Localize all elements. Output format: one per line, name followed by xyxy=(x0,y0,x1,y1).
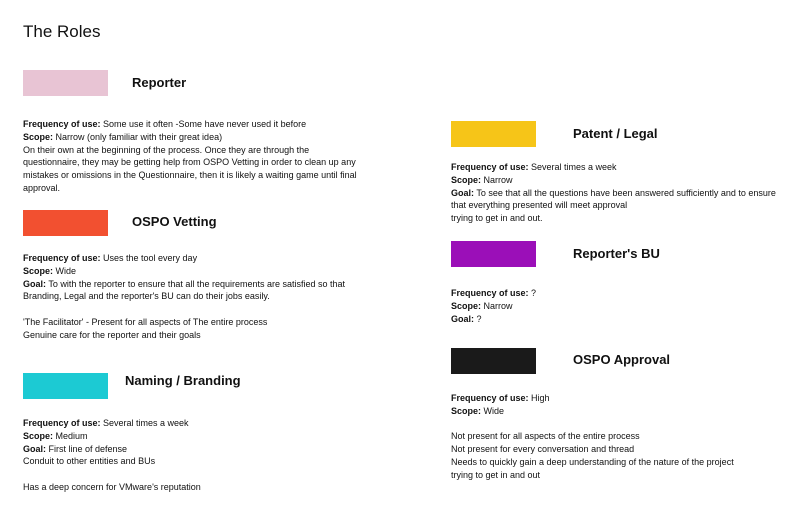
freq-value: Several times a week xyxy=(100,418,189,428)
note-line: mistakes or omissions in the Questionnaire, then it is likely a waiting game until final xyxy=(23,170,357,181)
freq-label: Frequency of use: xyxy=(23,119,101,129)
scope-label: Scope: xyxy=(23,430,54,441)
page-title: The Roles xyxy=(23,22,101,41)
scope-value: Narrow (only familiar with their great idea) xyxy=(53,131,223,142)
naming-branding-heading: Naming / Branding xyxy=(125,373,241,388)
note-line: Genuine care for the reporter and their goals xyxy=(23,329,201,340)
goal-label: Goal: xyxy=(451,187,475,198)
note-line: questionnaire, they may be getting help from OSPO Vetting in order to clean up any xyxy=(23,157,356,168)
ospo-vetting-color-swatch xyxy=(23,210,108,236)
scope-value: Wide xyxy=(481,405,505,416)
freq-value: Several times a week xyxy=(528,162,617,172)
patent-legal-color-swatch xyxy=(451,121,536,147)
goal-continuation: that everything presented will meet approval xyxy=(451,200,628,211)
freq-value: ? xyxy=(528,288,537,298)
reporters-bu-color-swatch xyxy=(451,241,536,267)
scope-label: Scope: xyxy=(23,265,54,276)
ospo-vetting-details xyxy=(23,252,403,342)
note-line: On their own at the beginning of the process. Once they are through the xyxy=(23,144,310,155)
note-line: trying to get in and out xyxy=(451,469,541,480)
freq-label: Frequency of use: xyxy=(451,393,529,403)
scope-label: Scope: xyxy=(451,405,482,416)
goal-label: Goal: xyxy=(451,313,475,324)
scope-value: Medium xyxy=(53,430,88,441)
goal-label: Goal: xyxy=(23,443,47,454)
goal-label: Goal: xyxy=(23,278,47,289)
scope-value: Narrow xyxy=(481,174,513,185)
ospo-approval-details xyxy=(451,392,796,482)
freq-label: Frequency of use: xyxy=(23,253,101,263)
scope-label: Scope: xyxy=(23,131,54,142)
goal-value: First line of defense xyxy=(46,443,128,454)
note-line: approval. xyxy=(23,182,61,193)
note-line: Not present for all aspects of the entire process xyxy=(451,431,640,442)
scope-label: Scope: xyxy=(451,174,482,185)
ospo-approval-color-swatch xyxy=(451,348,536,374)
freq-label: Frequency of use: xyxy=(451,162,529,172)
ospo-vetting-heading: OSPO Vetting xyxy=(132,214,217,229)
goal-value: To with the reporter to ensure that all the requirements are satisfied so that xyxy=(46,278,346,289)
note-line: Not present for every conversation and thread xyxy=(451,444,635,455)
reporter-details xyxy=(23,118,403,195)
reporters-bu-heading: Reporter's BU xyxy=(573,246,660,261)
freq-label: Frequency of use: xyxy=(23,418,101,428)
scope-value: Narrow xyxy=(481,300,513,311)
reporter-heading: Reporter xyxy=(132,75,187,90)
reporter-color-swatch xyxy=(23,70,108,96)
naming-branding-details xyxy=(23,417,403,494)
freq-label: Frequency of use: xyxy=(451,288,529,298)
goal-continuation: Conduit to other entities and BUs xyxy=(23,456,156,467)
freq-value: High xyxy=(528,393,550,403)
goal-value: To see that all the questions have been answered sufficiently and to ensure xyxy=(474,187,776,198)
note-line: Needs to quickly gain a deep understanding of the nature of the project xyxy=(451,456,734,467)
freq-value: Some use it often -Some have never used it before xyxy=(100,119,307,129)
freq-value: Uses the tool every day xyxy=(100,253,198,263)
note-line: Has a deep concern for VMware's reputation xyxy=(23,481,201,492)
scope-label: Scope: xyxy=(451,300,482,311)
ospo-approval-heading: OSPO Approval xyxy=(573,352,671,367)
reporters-bu-details xyxy=(451,287,796,325)
naming-branding-color-swatch xyxy=(23,373,108,399)
goal-continuation: trying to get in and out. xyxy=(451,213,543,224)
goal-continuation: Branding, Legal and the reporter's BU can do their jobs easily. xyxy=(23,291,270,302)
goal-value: ? xyxy=(474,313,482,324)
scope-value: Wide xyxy=(53,265,77,276)
patent-legal-heading: Patent / Legal xyxy=(573,126,658,141)
patent-legal-details xyxy=(451,161,796,225)
note-line: 'The Facilitator' - Present for all aspects of The entire process xyxy=(23,316,268,327)
